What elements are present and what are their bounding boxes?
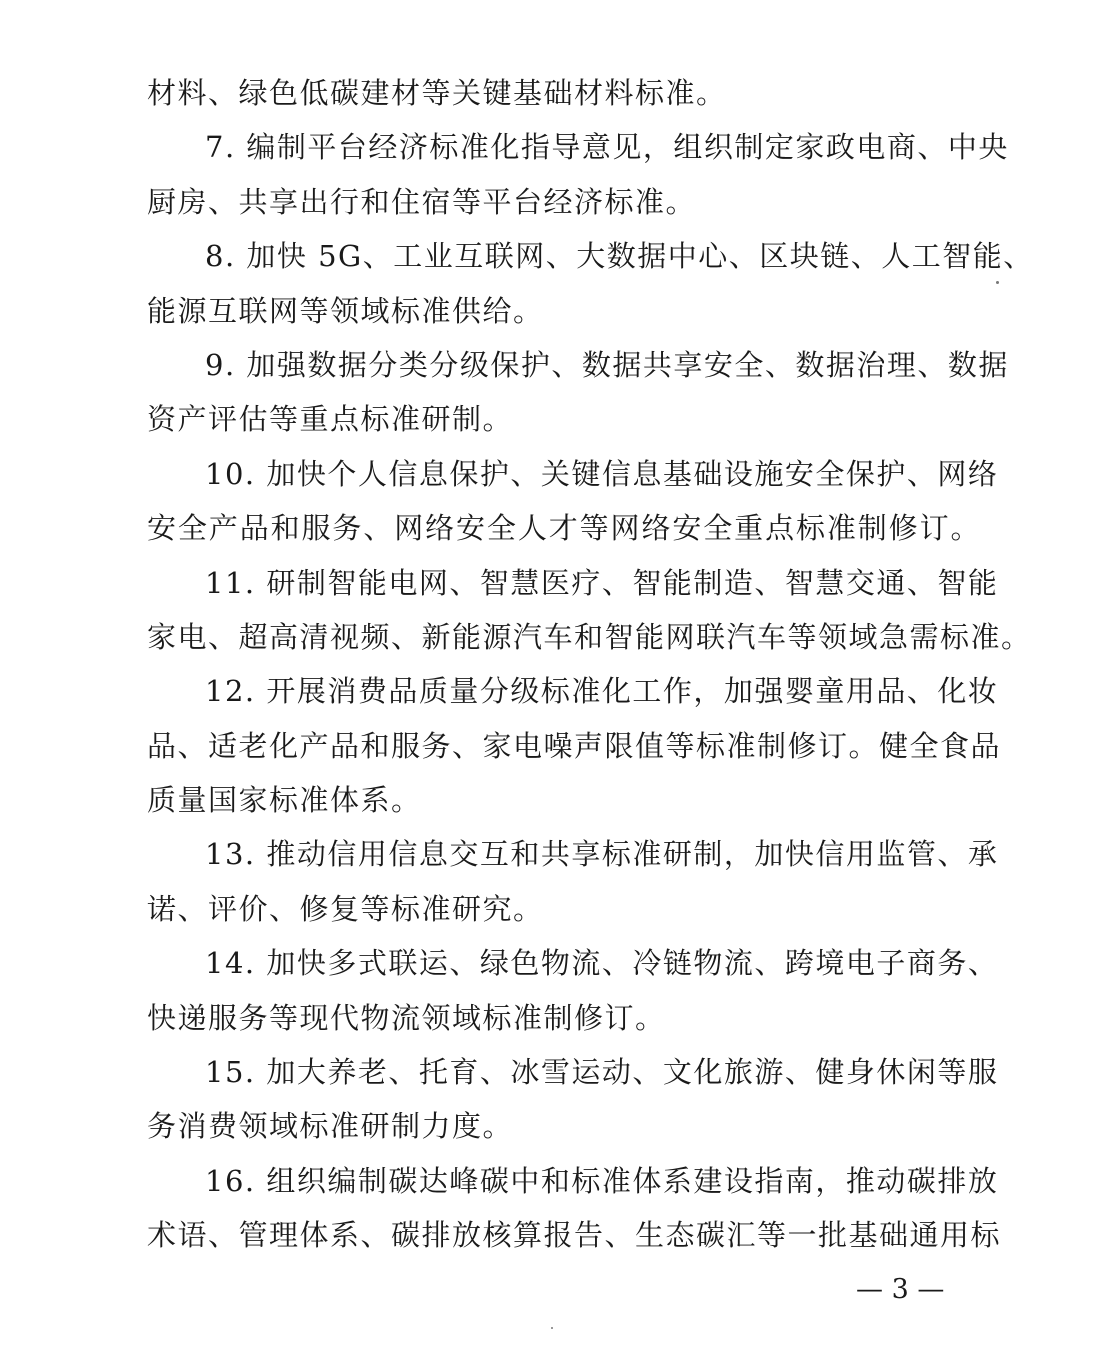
scan-dot-mark <box>996 281 999 284</box>
body-text <box>147 66 1034 1263</box>
item-11-line-1: 11. 研制智能电网、智慧医疗、智能制造、智慧交通、智能 <box>205 565 999 600</box>
item-12-line-1: 12. 开展消费品质量分级标准化工作，加强婴童用品、化妆 <box>205 674 999 709</box>
item-12-line-2: 品、适老化产品和服务、家电噪声限值等标准制修订。健全食品 <box>147 728 1002 763</box>
item-10-line-2: 安全产品和服务、网络安全人才等网络安全重点标准制修订。 <box>147 511 981 546</box>
item-9-line-1: 9. 加强数据分类分级保护、数据共享安全、数据治理、数据 <box>205 347 1009 382</box>
item-8-line-1: 8. 加快 5G、工业互联网、大数据中心、区块链、人工智能、 <box>205 239 1034 274</box>
item-16-line-1: 16. 组织编制碳达峰碳中和标准体系建设指南，推动碳排放 <box>205 1163 999 1198</box>
item-13-line-2: 诺、评价、修复等标准研究。 <box>147 891 544 926</box>
item-11-line-2: 家电、超高清视频、新能源汽车和智能网联汽车等领域急需标准。 <box>147 619 1032 654</box>
item-14-line-2: 快递服务等现代物流领域标准制修订。 <box>147 1000 666 1035</box>
page-number: — 3 — <box>856 1274 945 1305</box>
text-line: 材料、绿色低碳建材等关键基础材料标准。 <box>147 76 727 110</box>
item-15-line-1: 15. 加大养老、托育、冰雪运动、文化旅游、健身休闲等服 <box>205 1055 999 1090</box>
item-13-line-1: 13. 推动信用信息交互和共享标准研制，加快信用监管、承 <box>205 837 999 872</box>
item-8-line-2: 能源互联网等领域标准供给。 <box>147 293 544 328</box>
item-9-line-2: 资产评估等重点标准研制。 <box>147 402 514 437</box>
item-14-line-1: 14. 加快多式联运、绿色物流、冷链物流、跨境电子商务、 <box>205 946 999 981</box>
item-12-line-3: 质量国家标准体系。 <box>147 783 422 818</box>
scan-speck-mark <box>551 1327 553 1329</box>
item-15-line-2: 务消费领域标准研制力度。 <box>147 1109 514 1144</box>
item-16-line-2: 术语、管理体系、碳排放核算报告、生态碳汇等一批基础通用标 <box>147 1218 1002 1253</box>
item-7-line-1: 7. 编制平台经济标准化指导意见，组织制定家政电商、中央 <box>205 130 1009 165</box>
item-10-line-1: 10. 加快个人信息保护、关键信息基础设施安全保护、网络 <box>205 456 999 491</box>
item-7-line-2: 厨房、共享出行和住宿等平台经济标准。 <box>147 184 697 219</box>
